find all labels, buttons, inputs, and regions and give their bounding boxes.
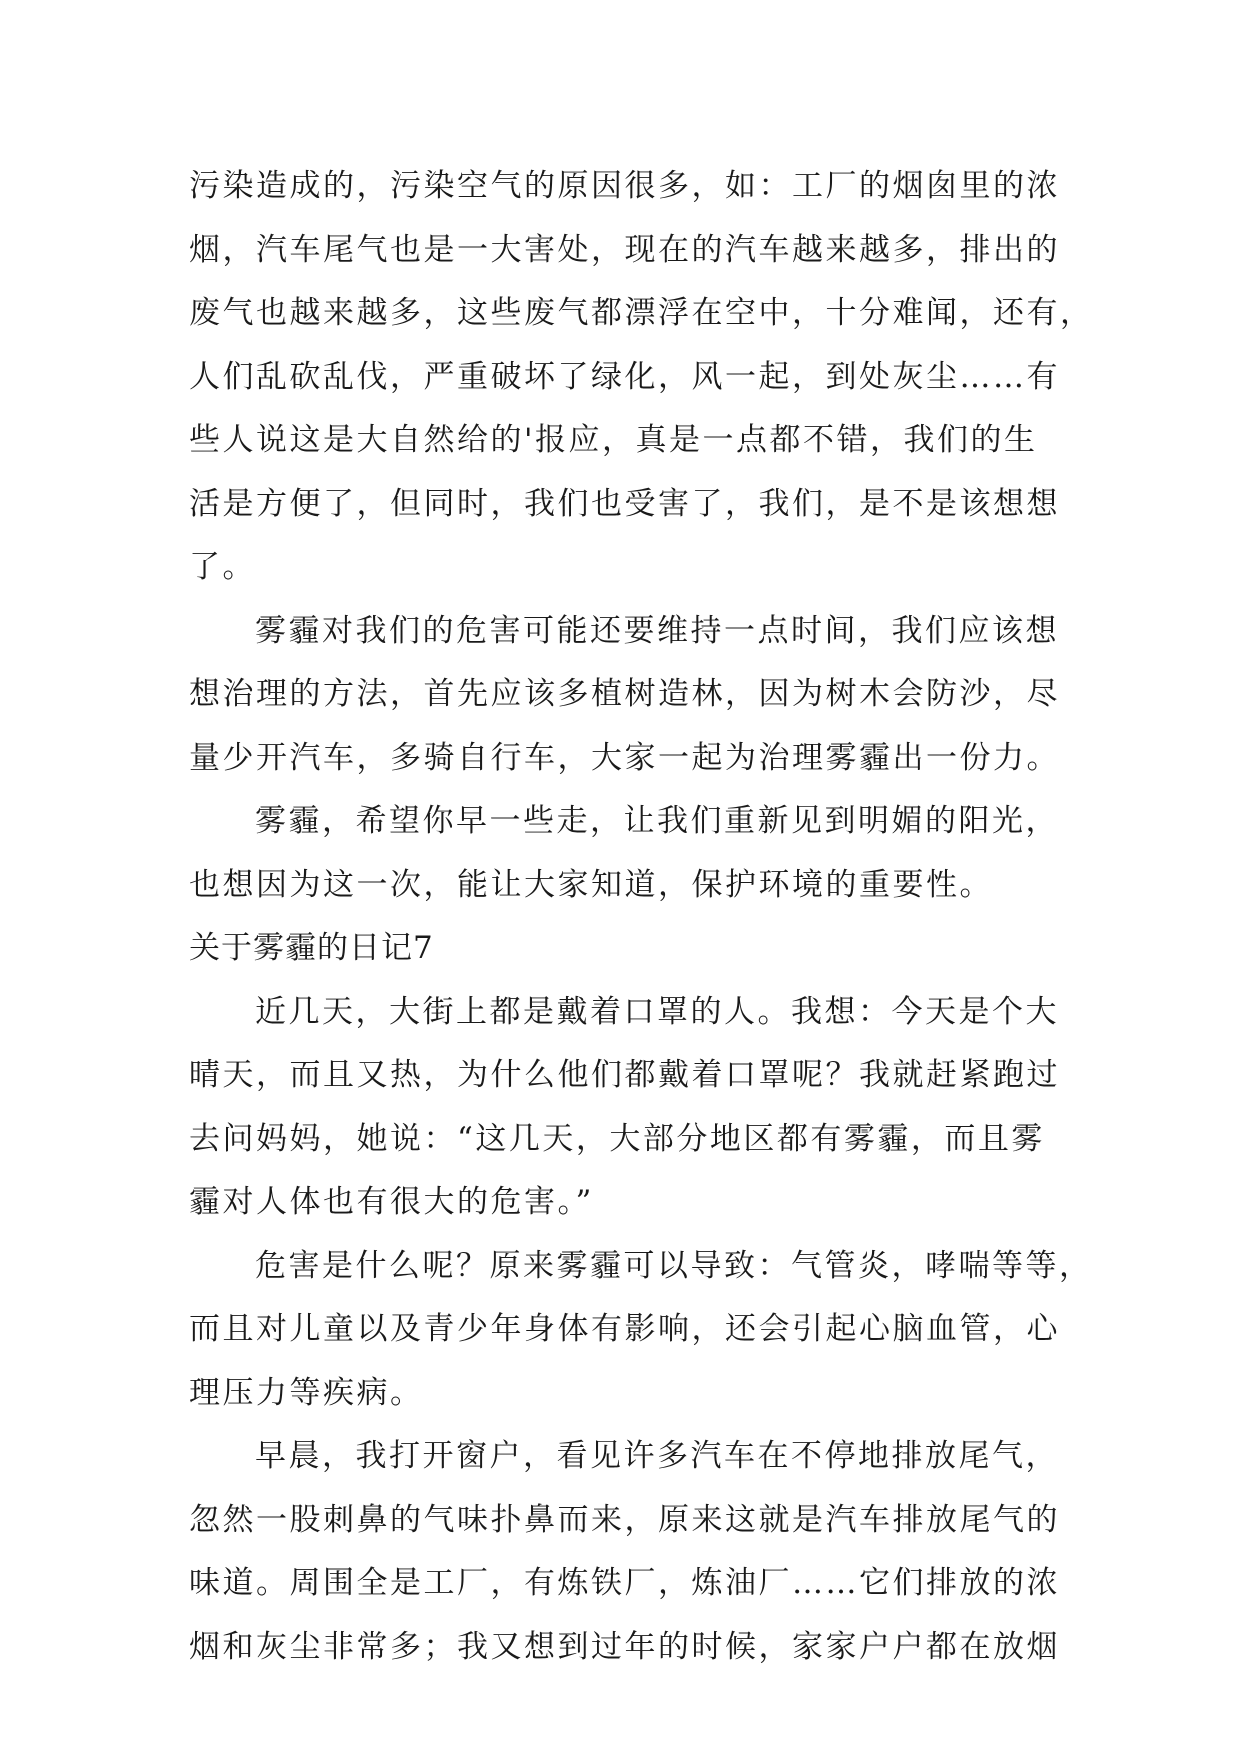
text-line: 烟和灰尘非常多；我又想到过年的时候，家家户户都在放烟 (189, 1628, 1060, 1665)
paragraph-first-line: 雾霾，希望你早一些走，让我们重新见到明媚的阳光， (255, 803, 1059, 839)
text-line: 烟，汽车尾气也是一大害处，现在的汽车越来越多，排出的 (189, 231, 1060, 268)
paragraph-first-line: 近几天，大街上都是戴着口罩的人。我想：今天是个大 (255, 993, 1059, 1030)
text-line: 人们乱砍乱伐，严重破坏了绿化，风一起，到处灰尘……有 (189, 358, 1060, 395)
text-line: 味道。周围全是工厂，有炼铁厂，炼油厂……它们排放的浓 (189, 1565, 1060, 1601)
document-body (189, 155, 1094, 1679)
text-line: 忽然一股刺鼻的气味扑鼻而来，原来这就是汽车排放尾气的 (189, 1501, 1060, 1538)
text-line: 了。 (189, 549, 256, 585)
section-heading: 关于雾霾的日记7 (189, 930, 434, 966)
text-line: 活是方便了，但同时，我们也受害了，我们，是不是该想想 (189, 485, 1060, 522)
text-line: 想治理的方法，首先应该多植树造林，因为树木会防沙，尽 (189, 676, 1060, 712)
paragraph-first-line: 早晨，我打开窗户，看见许多汽车在不停地排放尾气， (255, 1438, 1059, 1474)
text-line: 量少开汽车，多骑自行车，大家一起为治理雾霾出一份力。 (189, 739, 1060, 776)
paragraph-first-line: 危害是什么呢？原来雾霾可以导致：气管炎，哮喘等等， (255, 1247, 1093, 1284)
text-line: 理压力等疾病。 (189, 1374, 424, 1411)
text-line: 去问妈妈，她说：“这几天，大部分地区都有雾霾，而且雾 (189, 1120, 1045, 1157)
text-line: 些人说这是大自然给的'报应，真是一点都不错，我们的生 (189, 422, 1038, 458)
text-line: 晴天，而且又热，为什么他们都戴着口罩呢？我就赶紧跑过 (189, 1057, 1060, 1093)
text-line: 也想因为这一次，能让大家知道，保护环境的重要性。 (189, 866, 993, 903)
text-line: 废气也越来越多，这些废气都漂浮在空中，十分难闻，还有， (189, 295, 1094, 331)
text-line: 污染造成的，污染空气的原因很多，如：工厂的烟囱里的浓 (189, 168, 1060, 204)
text-line: 霾对人体也有很大的危害。” (189, 1184, 594, 1220)
paragraph-first-line: 雾霾对我们的危害可能还要维持一点时间，我们应该想 (255, 612, 1059, 649)
text-line: 而且对儿童以及青少年身体有影响，还会引起心脑血管，心 (189, 1311, 1060, 1347)
